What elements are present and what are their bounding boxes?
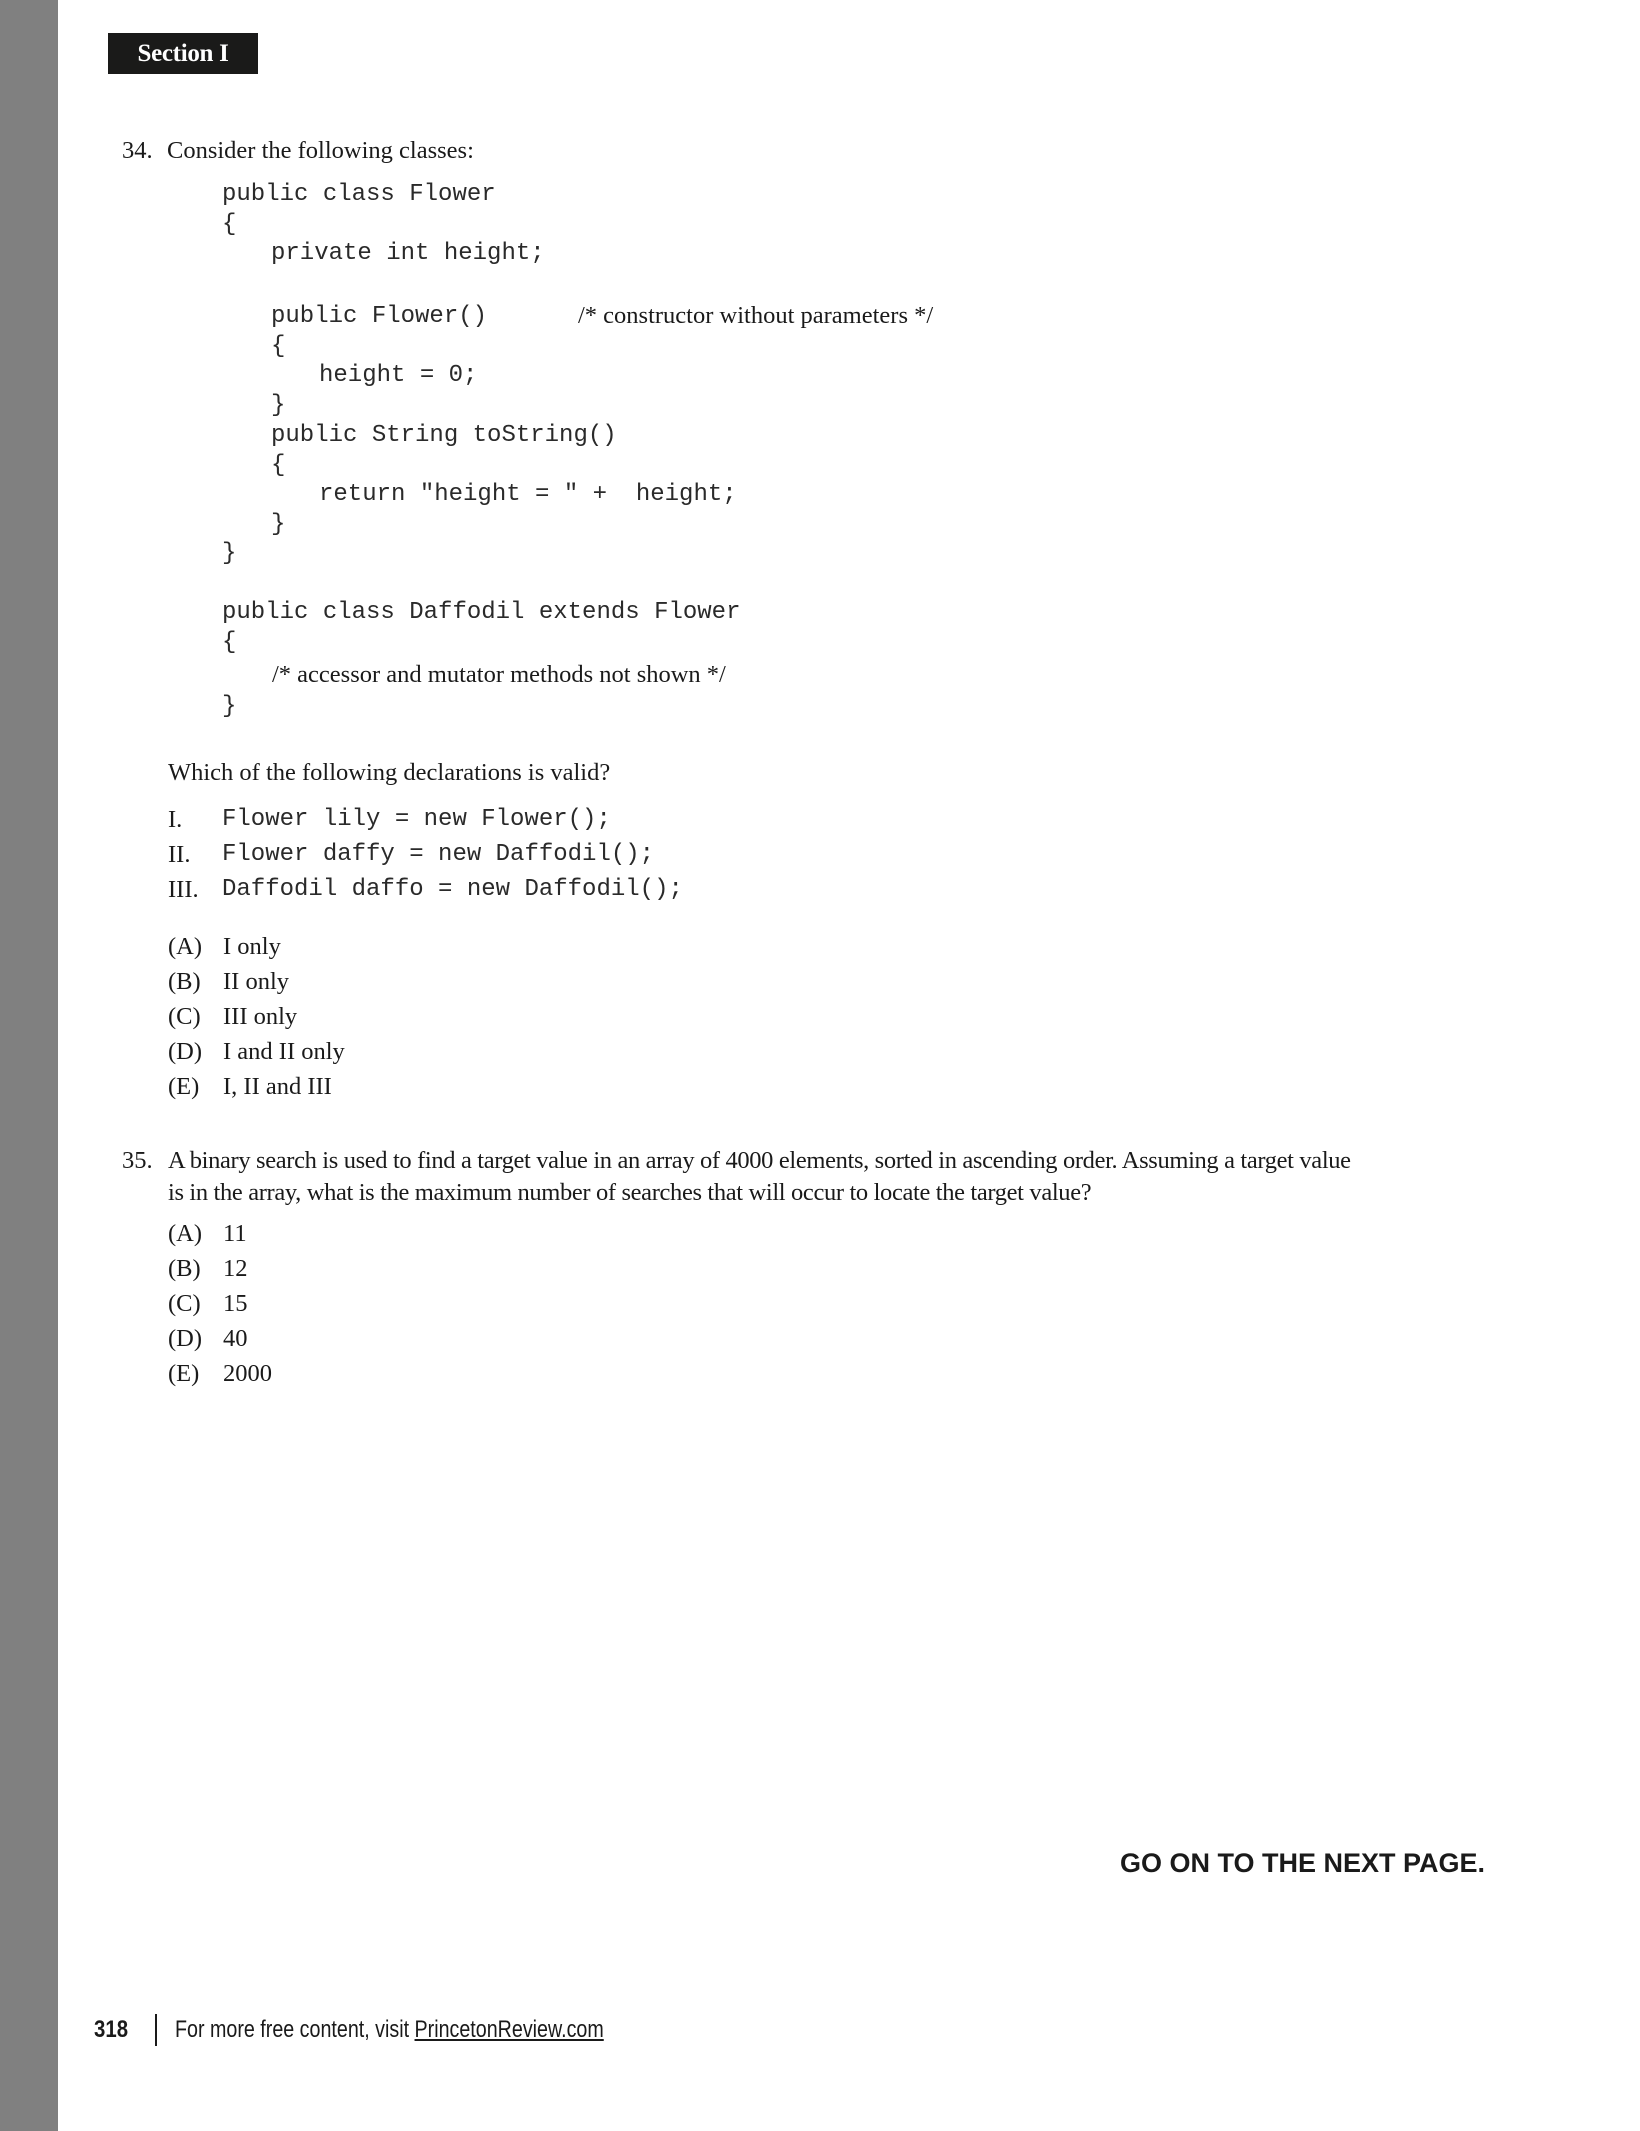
code-line: }: [271, 392, 286, 419]
code-comment: /* constructor without parameters */: [578, 302, 934, 329]
go-on-notice: GO ON TO THE NEXT PAGE.: [1120, 1848, 1486, 1878]
code-line: {: [222, 211, 237, 238]
statement-numeral: II.: [168, 841, 191, 868]
question-number: 34.: [122, 137, 153, 164]
page-edge-bar: [0, 0, 58, 2131]
footer-text: [175, 2016, 604, 2044]
footer-link[interactable]: PrincetonReview.com: [414, 2016, 604, 2043]
code-line: }: [271, 511, 286, 538]
question-prompt: is in the array, what is the maximum number of searches that will occur to locate the target value?: [168, 1179, 1092, 1206]
question-prompt: Consider the following classes:: [167, 137, 474, 164]
code-line: public class Daffodil extends Flower: [222, 599, 741, 626]
code-line: public String toString(): [271, 422, 617, 449]
statement-numeral: III.: [168, 876, 199, 903]
choice-text: 2000: [223, 1360, 272, 1387]
choice-letter: (E): [168, 1073, 200, 1100]
choice-text: 12: [223, 1255, 248, 1282]
question-prompt: A binary search is used to find a target value in an array of 4000 elements, sorted in ascending order. Assuming a target value: [168, 1147, 1351, 1174]
code-line: public class Flower: [222, 181, 496, 208]
choice-text: II only: [223, 968, 289, 995]
choice-letter: (C): [168, 1003, 201, 1030]
choice-letter: (A): [168, 933, 203, 960]
choice-text: III only: [223, 1003, 298, 1030]
choice-text: I, II and III: [223, 1073, 332, 1100]
code-line: public Flower(): [271, 303, 488, 330]
code-line: {: [271, 452, 286, 479]
code-line: {: [222, 629, 237, 656]
choice-letter: (C): [168, 1290, 201, 1317]
section-badge: Section I: [108, 33, 258, 74]
footer-caption: For more free content, visit: [175, 2016, 415, 2043]
choice-text: 15: [223, 1290, 248, 1317]
statement-code: Flower daffy = new Daffodil();: [222, 841, 655, 868]
statement-code: Flower lily = new Flower();: [222, 806, 611, 833]
choice-text: 11: [223, 1220, 247, 1247]
footer-divider: [155, 2014, 157, 2046]
page-number: 318: [94, 2016, 129, 2043]
choice-letter: (A): [168, 1220, 203, 1247]
choice-letter: (D): [168, 1038, 203, 1065]
code-line: return "height = " + height;: [319, 481, 737, 508]
choice-text: I and II only: [223, 1038, 345, 1065]
choice-text: I only: [223, 933, 281, 960]
choice-letter: (B): [168, 1255, 201, 1282]
statement-code: Daffodil daffo = new Daffodil();: [222, 876, 683, 903]
choice-text: 40: [223, 1325, 248, 1352]
question-number: 35.: [122, 1147, 153, 1174]
code-line: }: [222, 540, 237, 567]
code-comment: /* accessor and mutator methods not shown */: [272, 661, 726, 688]
code-line: height = 0;: [319, 362, 478, 389]
choice-letter: (D): [168, 1325, 203, 1352]
choice-letter: (E): [168, 1360, 200, 1387]
sub-prompt: Which of the following declarations is valid?: [168, 759, 611, 786]
code-line: {: [271, 333, 286, 360]
statement-numeral: I.: [168, 806, 183, 833]
code-line: private int height;: [271, 240, 545, 267]
choice-letter: (B): [168, 968, 201, 995]
code-line: }: [222, 693, 237, 720]
